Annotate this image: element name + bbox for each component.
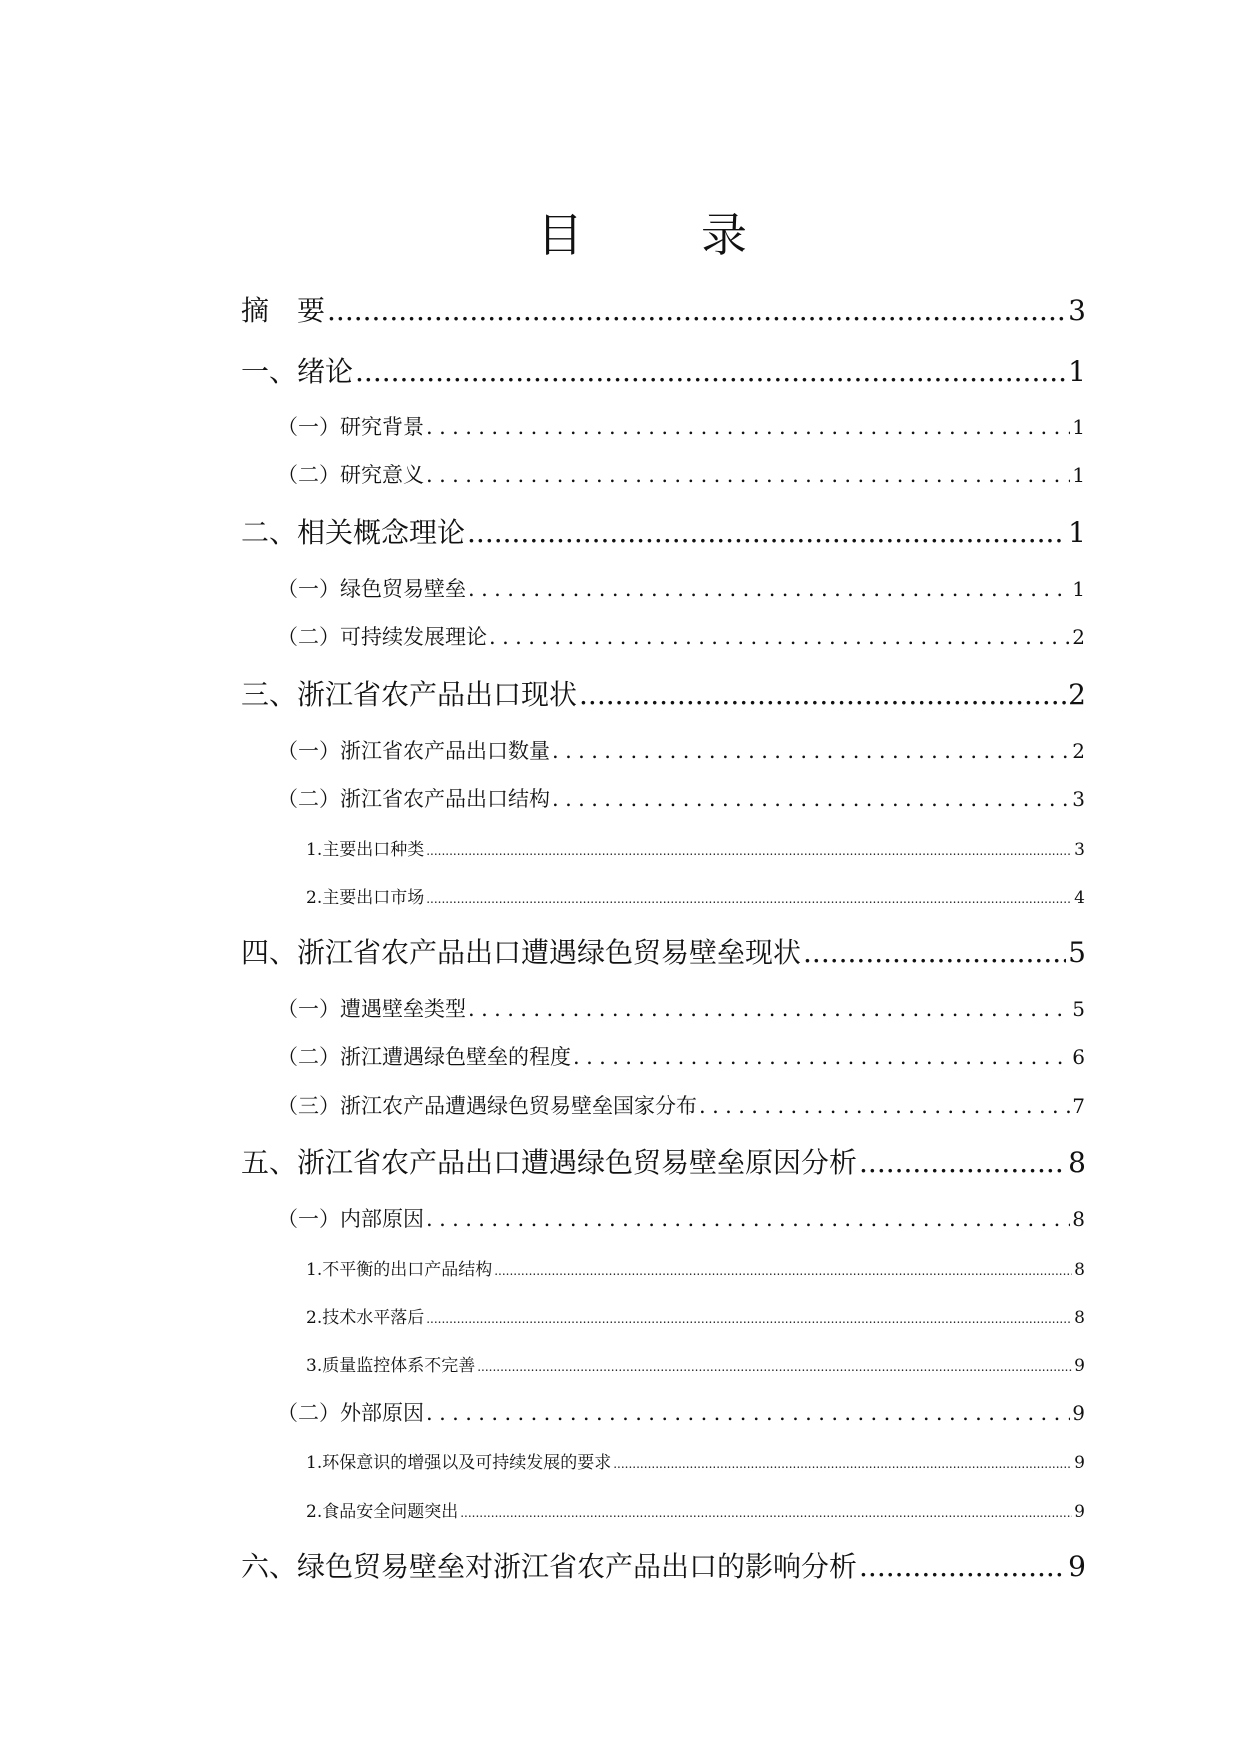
toc-entry-text: 2.食品安全问题突出 [306,1502,459,1522]
toc-entry-chapter-1[interactable] [241,355,1086,389]
toc-entry-5-1[interactable] [277,1207,1085,1232]
toc-entry-text: （二）可持续发展理论 [277,625,487,649]
toc-entry-page: 1 [1068,516,1086,549]
toc-entry-page: 1 [1072,463,1085,487]
dot-leader [803,936,1066,970]
toc-entry-text: （一）遭遇壁垒类型 [277,997,466,1021]
toc-entry-text: （一）内部原因 [277,1207,424,1231]
toc-entry-page: 9 [1072,1401,1085,1425]
dot-leader [579,678,1066,712]
toc-entry-chapter-4[interactable] [241,936,1086,970]
toc-entry-text: 一、绪论 [241,355,354,388]
toc-entry-chapter-6[interactable] [241,1550,1086,1584]
toc-entry-page: 3 [1072,787,1085,811]
toc-entry-page: 1 [1072,577,1085,601]
toc-entry-text: 三、浙江省农产品出口现状 [241,678,578,711]
toc-entry-2-2[interactable] [277,625,1085,650]
dot-leader [426,463,1070,488]
toc-entry-text: （一）浙江省农产品出口数量 [277,739,550,763]
toc-entry-page: 9 [1068,1550,1086,1583]
toc-entry-page: 3 [1068,294,1086,327]
dot-leader [573,1045,1070,1070]
toc-entry-chapter-5[interactable] [241,1146,1086,1180]
toc-entry-page: 2 [1072,625,1085,649]
toc-entry-4-2[interactable] [277,1045,1085,1070]
toc-entry-2-1[interactable] [277,577,1085,602]
toc-entry-page: 5 [1068,936,1086,969]
dot-leader [468,577,1070,602]
toc-entry-1-2[interactable] [277,463,1085,488]
toc-entry-text: （一）研究背景 [277,415,424,439]
toc-entry-chapter-3[interactable] [241,678,1086,712]
toc-entry-3-2-2[interactable] [306,888,1085,908]
toc-entry-text: 1.环保意识的增强以及可持续发展的要求 [306,1453,612,1473]
dot-leader [494,1264,1072,1278]
toc-entry-text: 2.技术水平落后 [306,1308,425,1328]
toc-entry-text: 摘 要 [241,294,326,327]
toc-entry-text: 四、浙江省农产品出口遭遇绿色贸易壁垒现状 [241,936,802,969]
toc-entry-text: 3.质量监控体系不完善 [306,1356,476,1376]
toc-entry-chapter-2[interactable] [241,516,1086,550]
dot-leader [552,787,1070,812]
dot-leader [460,1506,1072,1520]
dot-leader [468,997,1070,1022]
toc-entry-text: （二）浙江省农产品出口结构 [277,787,550,811]
dot-leader [699,1094,1070,1119]
toc-entry-text: （一）绿色贸易壁垒 [277,577,466,601]
toc-entry-3-2[interactable] [277,787,1085,812]
toc-entry-page: 8 [1068,1146,1086,1179]
toc-entry-text: 2.主要出口市场 [306,888,425,908]
dot-leader [859,1146,1066,1180]
toc-entry-page: 9 [1074,1453,1085,1473]
dot-leader [426,892,1072,906]
dot-leader [477,1360,1072,1374]
dot-leader [426,1401,1070,1426]
dot-leader [859,1550,1066,1584]
toc-entry-abstract[interactable] [241,294,1086,328]
toc-entry-text: 二、相关概念理论 [241,516,466,549]
toc-entry-4-3[interactable] [277,1094,1085,1119]
toc-entry-text: 六、绿色贸易壁垒对浙江省农产品出口的影响分析 [241,1550,858,1583]
dot-leader [489,625,1070,650]
toc-entry-text: 1.主要出口种类 [306,840,425,860]
toc-entry-page: 4 [1074,888,1085,908]
dot-leader [426,1312,1072,1326]
toc-title: 目 录 [537,208,783,262]
toc-entry-5-2[interactable] [277,1401,1085,1426]
toc-entry-page: 2 [1072,739,1085,763]
toc-entry-3-1[interactable] [277,739,1085,764]
dot-leader [327,294,1066,328]
dot-leader [426,1207,1070,1232]
toc-entry-text: （二）外部原因 [277,1401,424,1425]
toc-entry-5-2-1[interactable] [306,1453,1085,1473]
toc-entry-text: （二）浙江遭遇绿色壁垒的程度 [277,1045,571,1069]
toc-entry-page: 7 [1072,1094,1085,1118]
toc-entry-text: 五、浙江省农产品出口遭遇绿色贸易壁垒原因分析 [241,1146,858,1179]
toc-entry-page: 8 [1072,1207,1085,1231]
toc-entry-text: 1.不平衡的出口产品结构 [306,1260,493,1280]
toc-entry-5-1-3[interactable] [306,1356,1085,1376]
toc-entry-page: 9 [1074,1356,1085,1376]
toc-entry-page: 3 [1074,840,1085,860]
dot-leader [426,415,1070,440]
toc-entry-page: 5 [1072,997,1085,1021]
dot-leader [613,1457,1072,1471]
toc-entry-text: （二）研究意义 [277,463,424,487]
toc-entry-3-2-1[interactable] [306,840,1085,860]
toc-entry-5-2-2[interactable] [306,1502,1085,1522]
dot-leader [355,355,1066,389]
toc-entry-page: 2 [1068,678,1086,711]
toc-entry-text: （三）浙江农产品遭遇绿色贸易壁垒国家分布 [277,1094,697,1118]
toc-entry-5-1-2[interactable] [306,1308,1085,1328]
dot-leader [426,844,1072,858]
dot-leader [467,516,1066,550]
dot-leader [552,739,1070,764]
toc-entry-page: 1 [1068,355,1086,388]
toc-entry-page: 6 [1072,1045,1085,1069]
toc-entry-page: 8 [1074,1260,1085,1280]
toc-entry-page: 8 [1074,1308,1085,1328]
toc-entry-1-1[interactable] [277,415,1085,440]
toc-entry-4-1[interactable] [277,997,1085,1022]
toc-entry-page: 1 [1072,415,1085,439]
toc-entry-5-1-1[interactable] [306,1260,1085,1280]
toc-entry-page: 9 [1074,1502,1085,1522]
